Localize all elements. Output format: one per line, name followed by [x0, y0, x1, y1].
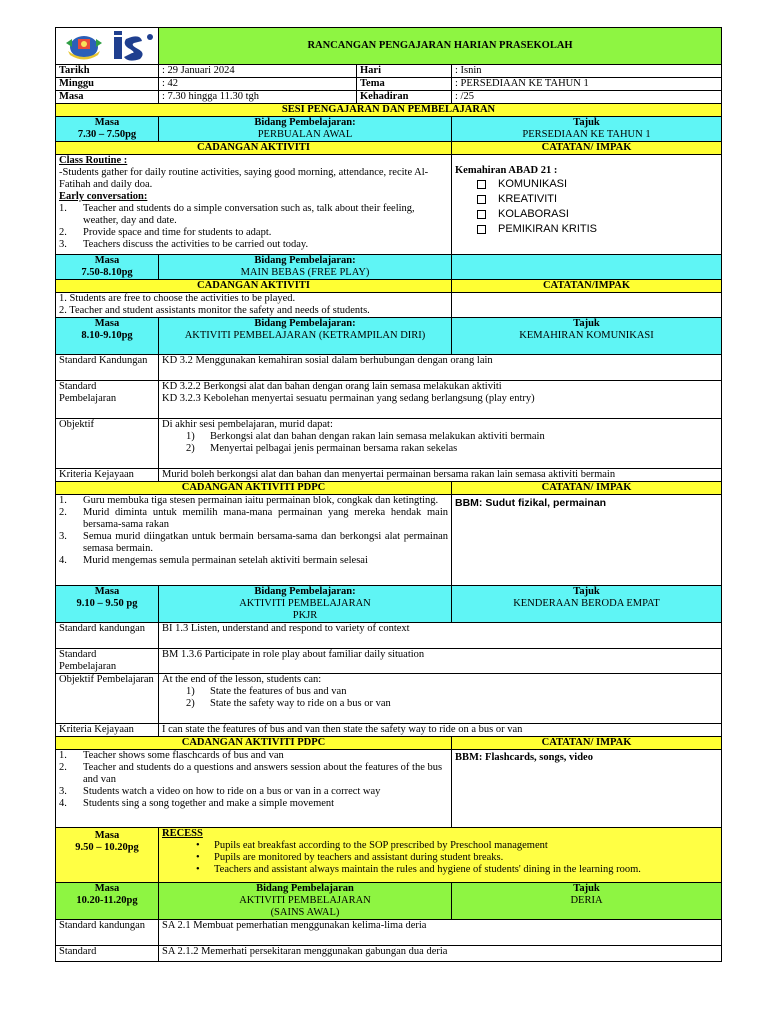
s3-obj-item-text: Berkongsi alat dan bahan dengan rakan lain semasa melakukan aktiviti bermain: [210, 431, 545, 442]
s2-item-2: 2. Teacher and student assistants monitor the safety and needs of students.: [59, 305, 370, 316]
tema-label: Tema: [357, 78, 452, 91]
s3-sp-2: KD 3.2.3 Kebolehan menyertai sesuatu permainan yang sedang berlangsung (play entry): [162, 393, 535, 404]
lesson-plan-document: [55, 27, 721, 962]
recess-title: RECESS: [162, 828, 203, 839]
s3-pdpc: [56, 495, 452, 586]
early-item-text: Teacher and students do a simple conversation such as, talk about their feeling, weather, day and date.: [83, 203, 415, 226]
s1-catatan-header: CATATAN/ IMPAK: [452, 142, 722, 155]
abad-title: Kemahiran ABAD 21 :: [455, 165, 558, 176]
s3-obj-intro: Di akhir sesi pembelajaran, murid dapat:: [162, 419, 333, 430]
s4-obj-item-text: State the safety way to ride on a bus or van: [210, 698, 391, 709]
early-item-number: 1.: [59, 203, 67, 214]
early-list: [59, 203, 448, 251]
s3-obj-item: [186, 431, 718, 443]
masa-value: : 7.30 hingga 11.30 tgh: [159, 91, 357, 104]
early-item: [59, 227, 448, 239]
abad-item-label: KOMUNIKASI: [498, 178, 568, 190]
early-item: [59, 203, 448, 227]
s3-obj-item-number: 1): [186, 431, 195, 442]
s3-bidang: Bidang Pembelajaran: AKTIVITI PEMBELAJARAN (KETRAMPILAN DIRI): [159, 318, 452, 355]
s4-kk-value: I can state the features of bus and van then state the safety way to ride on a bus or van: [159, 724, 722, 737]
masa-label: Masa: [56, 91, 159, 104]
s4-bbm: BBM: Flashcards, songs, video: [452, 750, 722, 828]
s4-pdpc-item-number: 4.: [59, 798, 67, 809]
s4-pdpc-item-number: 2.: [59, 762, 67, 773]
s5-tajuk: Tajuk DERIA: [452, 883, 722, 920]
s4-pdpc-item-text: Students sing a song together and make a simple movement: [83, 798, 335, 809]
s3-pdpc-item: [59, 531, 448, 555]
tarikh-value: : 29 Januari 2024: [159, 65, 357, 78]
s4-obj-list: [162, 686, 718, 710]
s2-masa: Masa 7.50-8.10pg: [56, 255, 159, 280]
abad-item: [455, 207, 718, 222]
s2-activities: [56, 293, 452, 318]
s2-item-1: 1. Students are free to choose the activities to be played.: [59, 293, 296, 304]
s4-pdpc-item: [59, 750, 448, 762]
s3-pdpc-item-number: 4.: [59, 555, 67, 566]
s4-obj-intro: At the end of the lesson, students can:: [162, 674, 322, 685]
s3-sk-label: Standard Kandungan: [56, 355, 159, 381]
recess-masa: Masa 9.50 – 10.20pg: [56, 828, 159, 883]
s4-pdpc-item: [59, 762, 448, 786]
recess-item-1: • Pupils eat breakfast according to the SOP prescribed by Preschool management: [162, 840, 718, 852]
s5-sp-value: SA 2.1.2 Memerhati persekitaran menggunakan gabungan dua deria: [159, 946, 722, 962]
s3-pdpc-item-text: Murid mengemas semula permainan setelah aktiviti bermain selesai: [83, 555, 368, 566]
s4-obj-item-number: 1): [186, 686, 195, 697]
s3-sp-value: [159, 381, 722, 419]
s3-obj-item-number: 2): [186, 443, 195, 454]
abad-item: [455, 192, 718, 207]
s4-pdpc-item: [59, 786, 448, 798]
s3-pdpc-item: [59, 555, 448, 567]
early-item: [59, 239, 448, 251]
s4-cadangan-header: CADANGAN AKTIVITI PDPC: [56, 737, 452, 750]
page-title: RANCANGAN PENGAJARAN HARIAN PRASEKOLAH: [159, 28, 722, 65]
s3-pdpc-item-text: Murid diminta untuk memilih mana-mana permainan yang mereka hendak main bersama-sama rakan: [83, 507, 448, 530]
s3-tajuk: Tajuk KEMAHIRAN KOMUNIKASI: [452, 318, 722, 355]
s5-sk-value: SA 2.1 Membuat pemerhatian menggunakan kelima-lima deria: [159, 920, 722, 946]
early-title: Early conversation:: [59, 191, 148, 202]
routine-title: Class Routine :: [59, 155, 128, 166]
s3-pdpc-item-number: 2.: [59, 507, 67, 518]
s4-kk-label: Kriteria Kejayaan: [56, 724, 159, 737]
abad-list: [455, 177, 718, 237]
checkbox-icon: [477, 195, 486, 204]
s3-sp-label: Standard Pembelajaran: [56, 381, 159, 419]
school-logo-icon: [112, 31, 156, 63]
recess-content: [159, 828, 722, 883]
s2-tajuk-empty: [452, 255, 722, 280]
s3-pdpc-item: [59, 495, 448, 507]
routine-text: -Students gather for daily routine activities, saying good morning, attendance, recite Al-Fatihah and daily doa.: [59, 167, 429, 190]
s5-sk-label: Standard kandungan: [56, 920, 159, 946]
district-crest-icon: [64, 33, 104, 61]
s5-bidang: Bidang Pembelajaran AKTIVITI PEMBELAJARAN (SAINS AWAL): [159, 883, 452, 920]
minggu-value: : 42: [159, 78, 357, 91]
tema-value: : PERSEDIAAN KE TAHUN 1: [452, 78, 722, 91]
s2-catatan: [452, 293, 722, 318]
checkbox-icon: [477, 210, 486, 219]
early-item-text: Provide space and time for students to adapt.: [83, 227, 272, 238]
abad-item: [455, 222, 718, 237]
abad-item: [455, 177, 718, 192]
s4-masa: Masa 9.10 – 9.50 pg: [56, 586, 159, 623]
s3-sk-value: KD 3.2 Menggunakan kemahiran sosial dalam berhubungan dengan orang lain: [159, 355, 722, 381]
kehadiran-value: : /25: [452, 91, 722, 104]
s4-bidang: Bidang Pembelajaran: AKTIVITI PEMBELAJARAN PKJR: [159, 586, 452, 623]
abad-item-label: KREATIVITI: [498, 193, 558, 205]
s3-kk-value: Murid boleh berkongsi alat dan bahan dan menyertai permainan bersama rakan lain semasa aktiviti bermain: [159, 469, 722, 482]
s4-pdpc: [56, 750, 452, 828]
s3-pdpc-item-text: Semua murid diingatkan untuk bermain bersama-sama dan berkongsi alat permainan semasa bermain.: [83, 531, 448, 554]
s4-obj-value: [159, 674, 722, 724]
s3-pdpc-item-number: 3.: [59, 531, 67, 542]
s2-bidang: Bidang Pembelajaran: MAIN BEBAS (FREE PLAY): [159, 255, 452, 280]
s4-sp-label: Standard Pembelajaran: [56, 649, 159, 674]
s1-masa: Masa 7.30 – 7.50pg: [56, 117, 159, 142]
s4-pdpc-list: [59, 750, 448, 810]
s1-bidang: Bidang Pembelajaran: PERBUALAN AWAL: [159, 117, 452, 142]
s3-cadangan-header: CADANGAN AKTIVITI PDPC: [56, 482, 452, 495]
s3-kk-label: Kriteria Kejayaan: [56, 469, 159, 482]
logo-cell: [56, 28, 159, 65]
s3-pdpc-list: [59, 495, 448, 567]
s4-obj-item-number: 2): [186, 698, 195, 709]
s3-sp-1: KD 3.2.2 Berkongsi alat dan bahan dengan orang lain semasa melakukan aktiviti: [162, 381, 502, 392]
tarikh-label: Tarikh: [56, 65, 159, 78]
hari-label: Hari: [357, 65, 452, 78]
s3-masa: Masa 8.10-9.10pg: [56, 318, 159, 355]
s3-obj-label: Objektif: [56, 419, 159, 469]
recess-item-2: • Pupils are monitored by teachers and assistant during student breaks.: [162, 852, 718, 864]
s3-obj-item: [186, 443, 718, 455]
s4-pdpc-item: [59, 798, 448, 810]
kehadiran-label: Kehadiran: [357, 91, 452, 104]
hari-value: : Isnin: [452, 65, 722, 78]
s4-pdpc-item-text: Students watch a video on how to ride on a bus or van in a correct way: [83, 786, 381, 797]
s4-pdpc-item-number: 1.: [59, 750, 67, 761]
s3-obj-item-text: Menyertai pelbagai jenis permainan bersama rakan sekelas: [210, 443, 458, 454]
s3-obj-list: [162, 431, 718, 455]
s5-masa: Masa 10.20-11.20pg: [56, 883, 159, 920]
s5-sp-label: Standard: [56, 946, 159, 962]
s2-catatan-header: CATATAN/IMPAK: [452, 280, 722, 293]
early-item-number: 3.: [59, 239, 67, 250]
s3-pdpc-item: [59, 507, 448, 531]
s1-abad: [452, 155, 722, 255]
s4-pdpc-item-text: Teacher shows some flaschcards of bus and van: [83, 750, 284, 761]
s4-pdpc-item-text: Teacher and students do a questions and answers session about the features of the bus and van: [83, 762, 443, 785]
s1-tajuk: Tajuk PERSEDIAAN KE TAHUN 1: [452, 117, 722, 142]
early-item-number: 2.: [59, 227, 67, 238]
s4-obj-label: Objektif Pembelajaran: [56, 674, 159, 724]
s4-sk-label: Standard kandungan: [56, 623, 159, 649]
s1-cadangan-header: CADANGAN AKTIVITI: [56, 142, 452, 155]
s4-sp-value: BM 1.3.6 Participate in role play about familiar daily situation: [159, 649, 722, 674]
checkbox-icon: [477, 180, 486, 189]
s4-obj-item: [186, 686, 718, 698]
s4-obj-item: [186, 698, 718, 710]
s2-cadangan-header: CADANGAN AKTIVITI: [56, 280, 452, 293]
s4-tajuk: Tajuk KENDERAAN BERODA EMPAT: [452, 586, 722, 623]
s3-obj-value: [159, 419, 722, 469]
s3-pdpc-item-number: 1.: [59, 495, 67, 506]
minggu-label: Minggu: [56, 78, 159, 91]
s4-pdpc-item-number: 3.: [59, 786, 67, 797]
s3-catatan-header: CATATAN/ IMPAK: [452, 482, 722, 495]
s1-activities: [56, 155, 452, 255]
s3-pdpc-item-text: Guru membuka tiga stesen permainan iaitu permainan blok, congkak dan ketingting.: [83, 495, 439, 506]
s4-sk-value: BI 1.3 Listen, understand and respond to variety of context: [159, 623, 722, 649]
early-item-text: Teachers discuss the activities to be carried out today.: [83, 239, 309, 250]
lesson-plan-table: [55, 27, 722, 962]
checkbox-icon: [477, 225, 486, 234]
recess-item-3: • Teachers and assistant always maintain the rules and hygiene of students' dining in the learning room.: [162, 864, 718, 876]
s3-bbm: BBM: Sudut fizikal, permainan: [452, 495, 722, 586]
s4-catatan-header: CATATAN/ IMPAK: [452, 737, 722, 750]
abad-item-label: KOLABORASI: [498, 208, 569, 220]
s4-obj-item-text: State the features of bus and van: [210, 686, 347, 697]
abad-item-label: PEMIKIRAN KRITIS: [498, 223, 598, 235]
sesi-title: SESI PENGAJARAN DAN PEMBELAJARAN: [56, 104, 722, 117]
